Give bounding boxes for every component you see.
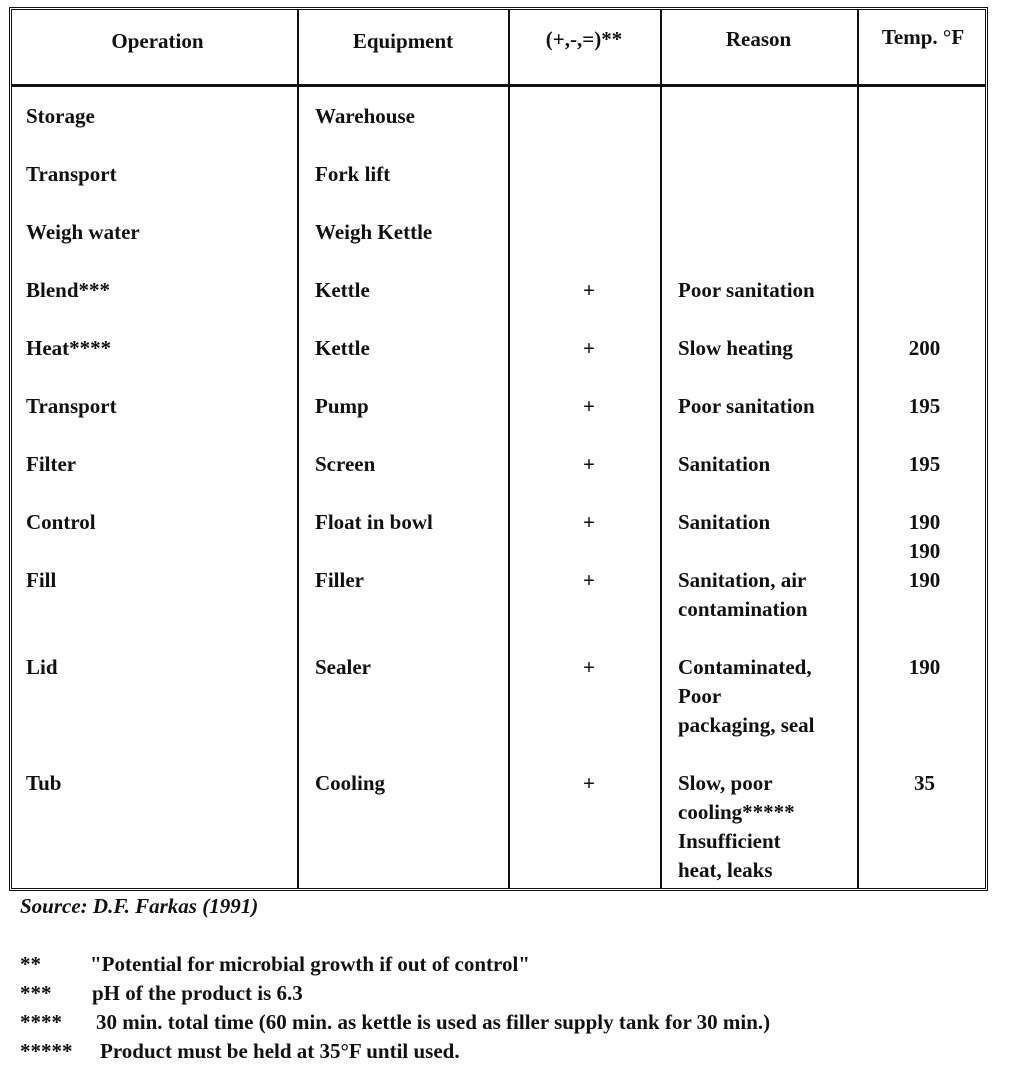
cell-reason: Contaminated, xyxy=(678,655,812,679)
cell-reason: Poor sanitation xyxy=(678,394,815,418)
footnote xyxy=(20,950,1010,979)
cell-operation: Tub xyxy=(26,771,62,795)
cell-operation: Heat**** xyxy=(26,336,112,360)
cell-equipment: Cooling xyxy=(315,771,386,795)
cell-reason: Poor xyxy=(678,684,722,708)
cell-operation: Control xyxy=(26,510,96,534)
cell-operation: Filter xyxy=(26,452,77,476)
cell-sign: + xyxy=(583,452,595,476)
header-operation: Operation xyxy=(111,29,204,53)
footnote-text: Product must be held at 35°F until used. xyxy=(100,1039,460,1063)
footnote-marker: ***** xyxy=(20,1039,73,1063)
cell-reason: Sanitation xyxy=(678,452,771,476)
cell-sign: + xyxy=(583,510,595,534)
cell-reason: Slow heating xyxy=(678,336,793,360)
cell-operation: Transport xyxy=(26,162,117,186)
cell-operation: Storage xyxy=(26,104,95,128)
cell-temp: 190 xyxy=(908,539,941,563)
cell-equipment: Float in bowl xyxy=(315,510,433,534)
header-sign: (+,-,=)** xyxy=(545,27,623,51)
footnote xyxy=(20,979,1010,1008)
source-citation: Source: D.F. Farkas (1991) xyxy=(20,894,259,918)
cell-equipment: Pump xyxy=(315,394,369,418)
cell-reason: cooling***** xyxy=(678,800,795,824)
cell-equipment: Warehouse xyxy=(315,104,415,128)
cell-sign: + xyxy=(583,655,595,679)
cell-equipment: Screen xyxy=(315,452,376,476)
cell-reason: Sanitation xyxy=(678,510,771,534)
cell-reason: contamination xyxy=(678,597,808,621)
footnote-text: "Potential for microbial growth if out of control" xyxy=(90,952,530,976)
cell-sign: + xyxy=(583,278,595,302)
cell-equipment: Kettle xyxy=(315,336,370,360)
column-divider xyxy=(508,10,510,888)
header-equipment: Equipment xyxy=(352,29,454,53)
cell-reason: Poor sanitation xyxy=(678,278,815,302)
cell-operation: Blend*** xyxy=(26,278,111,302)
cell-operation: Fill xyxy=(26,568,57,592)
cell-temp: 200 xyxy=(908,336,941,360)
cell-temp: 190 xyxy=(908,510,941,534)
cell-sign: + xyxy=(583,336,595,360)
cell-sign: + xyxy=(583,568,595,592)
footnotes xyxy=(20,950,1010,1066)
column-divider xyxy=(660,10,662,888)
column-divider xyxy=(857,10,859,888)
footnote-marker: ** xyxy=(20,952,41,976)
cell-temp: 195 xyxy=(908,452,941,476)
cell-operation: Transport xyxy=(26,394,117,418)
cell-reason: packaging, seal xyxy=(678,713,815,737)
cell-equipment: Weigh Kettle xyxy=(315,220,433,244)
cell-temp: 190 xyxy=(908,655,941,679)
footnote-marker: **** xyxy=(20,1010,62,1034)
cell-temp: 190 xyxy=(908,568,941,592)
cell-equipment: Fork lift xyxy=(315,162,391,186)
footnote-text: pH of the product is 6.3 xyxy=(92,981,303,1005)
footnote-marker: *** xyxy=(20,981,52,1005)
header-temp: Temp. °F xyxy=(881,25,965,49)
cell-reason: heat, leaks xyxy=(678,858,773,882)
cell-temp: 195 xyxy=(908,394,941,418)
cell-sign: + xyxy=(583,394,595,418)
cell-reason: Sanitation, air xyxy=(678,568,807,592)
header-reason: Reason xyxy=(725,27,792,51)
cell-reason: Insufficient xyxy=(678,829,781,853)
table-frame xyxy=(9,7,988,891)
cell-operation: Lid xyxy=(26,655,58,679)
cell-operation: Weigh water xyxy=(26,220,140,244)
column-divider xyxy=(297,10,299,888)
cell-reason: Slow, poor xyxy=(678,771,773,795)
cell-temp: 35 xyxy=(914,771,935,795)
cell-equipment: Sealer xyxy=(315,655,371,679)
cell-equipment: Kettle xyxy=(315,278,370,302)
footnote xyxy=(20,1008,1010,1037)
cell-sign: + xyxy=(583,771,595,795)
cell-equipment: Filler xyxy=(315,568,364,592)
header-divider xyxy=(12,84,985,87)
footnote xyxy=(20,1037,1010,1066)
footnote-text: 30 min. total time (60 min. as kettle is used as filler supply tank for 30 min.) xyxy=(96,1010,771,1034)
